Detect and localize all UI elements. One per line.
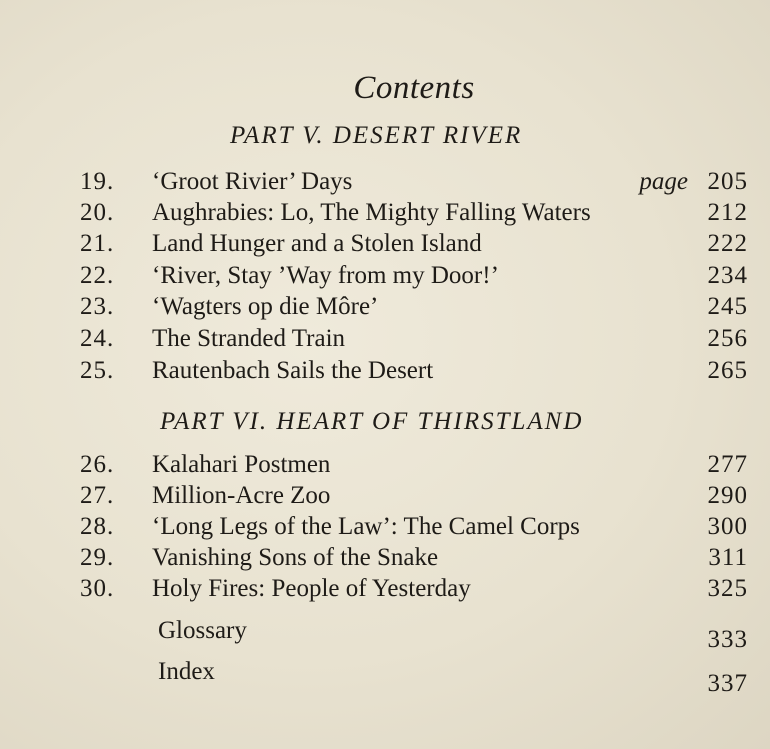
chapter-number: 20. [80,199,115,226]
toc-entry [80,513,748,543]
page-number: 300 [707,513,748,540]
toc-entry [80,658,748,697]
chapter-title: Land Hunger and a Stolen Island [152,230,482,257]
page-number: 212 [707,199,748,226]
chapter-title: Vanishing Sons of the Snake [152,544,439,571]
toc-entry [80,262,748,292]
chapter-number: 27. [80,482,115,509]
toc-entry [80,575,748,605]
back-matter-title: Glossary [158,617,247,644]
chapter-title: The Stranded Train [152,325,346,352]
chapter-number: 24. [80,325,115,352]
page-number: 277 [707,451,748,478]
chapter-title: ‘Groot Rivier’ Days [152,168,353,195]
chapter-number: 29. [80,544,115,571]
page-number: 325 [707,575,748,602]
chapter-number: 28. [80,513,115,540]
page-number: 222 [707,230,748,257]
toc-entry [80,325,748,355]
chapter-number: 30. [80,575,115,602]
page-number: 245 [707,293,748,320]
chapter-number: 22. [80,262,115,289]
toc-entry [80,451,748,481]
toc-entry [80,293,748,323]
chapter-number: 23. [80,293,115,320]
toc-entry [80,357,748,387]
chapter-title: Rautenbach Sails the Desert [152,357,434,384]
chapter-title: Kalahari Postmen [152,451,331,478]
chapter-number: 25. [80,357,115,384]
chapter-title: ‘Long Legs of the Law’: The Camel Corps [152,513,580,540]
chapter-number: 26. [80,451,115,478]
toc-entry [80,482,748,512]
page-label: page [639,168,688,195]
page-number: 205 [707,168,748,195]
page-number: 234 [707,262,748,289]
page-number: 265 [707,357,748,384]
chapter-title: Aughrabies: Lo, The Mighty Falling Waters [152,199,591,226]
toc-entry [80,168,748,198]
page-number: 311 [708,544,748,571]
page-number: 256 [707,325,748,352]
chapter-title: ‘River, Stay ’Way from my Door!’ [152,262,499,289]
toc-entry [80,199,748,229]
chapter-title: Million-Acre Zoo [152,482,331,509]
page-number: 290 [707,482,748,509]
chapter-number: 19. [80,168,115,195]
back-matter-title: Index [158,658,215,685]
page-title: Contents [353,70,475,106]
chapter-title: ‘Wagters op die Môre’ [152,293,379,320]
toc-entry [80,230,748,260]
toc-entry [80,617,748,653]
chapter-number: 21. [80,230,115,257]
chapter-title: Holy Fires: People of Yesterday [152,575,471,602]
page-number: 333 [707,626,748,653]
part-vi-heading: PART VI. HEART OF THIRSTLAND [160,408,584,435]
part-v-heading: PART V. DESERT RIVER [230,122,523,149]
page-number: 337 [707,670,748,697]
toc-entry [80,544,748,574]
